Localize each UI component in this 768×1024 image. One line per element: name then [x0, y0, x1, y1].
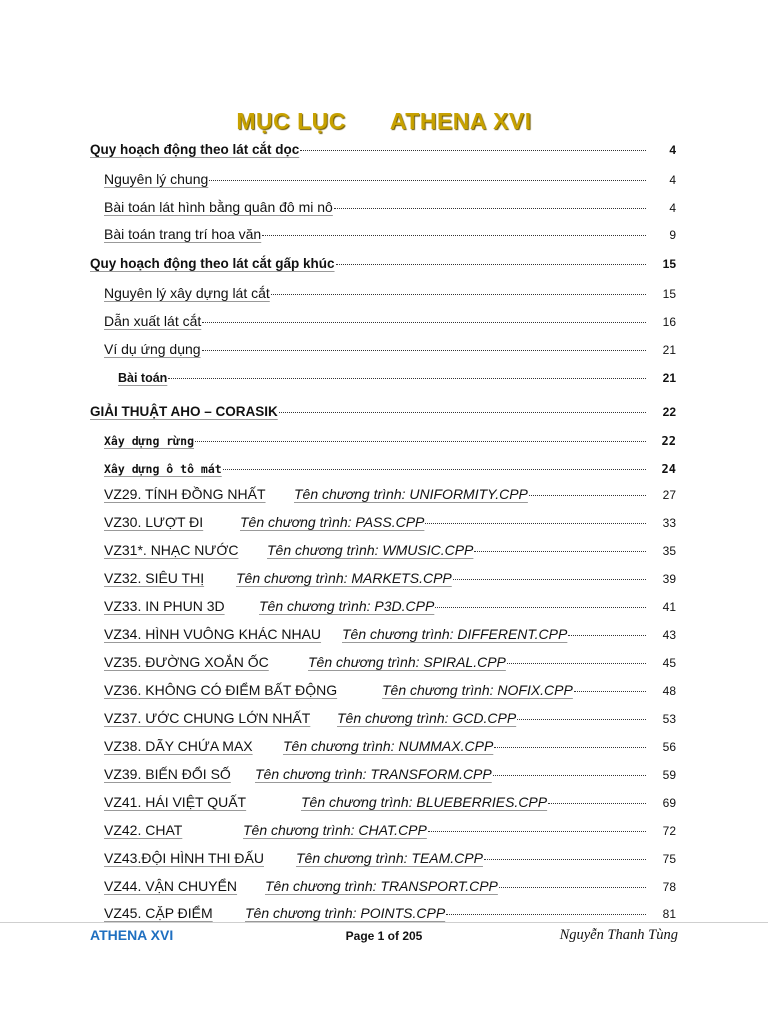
toc-entry[interactable] [0, 792, 768, 814]
footer-page-number: Page 1 of 205 [345, 929, 423, 943]
toc-entry-page: 4 [669, 201, 676, 215]
footer-author: Nguyễn Thanh Tùng [559, 927, 678, 943]
toc-entry-title: Nguyên lý chung [104, 171, 209, 187]
heading-athena: ATHENA XVI [389, 108, 532, 134]
dot-leader [223, 455, 646, 470]
dot-leader [568, 621, 646, 636]
toc-entry-program: Tên chương trình: SPIRAL.CPP [308, 654, 506, 670]
toc-entry-page: 75 [662, 852, 676, 866]
toc-entry-page: 45 [662, 656, 676, 670]
toc-entry-program: Tên chương trình: POINTS.CPP [245, 905, 446, 921]
dot-leader [574, 677, 646, 692]
toc-entry-page: 69 [662, 796, 676, 810]
dot-leader [499, 873, 646, 888]
toc-entry[interactable] [0, 764, 768, 786]
toc-entry[interactable] [0, 484, 768, 506]
toc-entry[interactable] [0, 339, 768, 361]
toc-entry[interactable] [0, 512, 768, 534]
dot-leader [334, 194, 646, 209]
toc-entry-page: 22 [661, 434, 676, 448]
toc-entry[interactable] [0, 458, 768, 480]
toc-entry-page: 48 [662, 684, 676, 698]
toc-entry-title: VZ37. ƯỚC CHUNG LỚN NHẤT [104, 710, 311, 726]
toc-entry-program: Tên chương trình: DIFFERENT.CPP [342, 626, 568, 642]
toc-entry-program: Tên chương trình: CHAT.CPP [243, 822, 427, 838]
toc-entry-page: 22 [662, 405, 676, 419]
toc-entry[interactable] [0, 876, 768, 898]
toc-entry[interactable] [0, 283, 768, 305]
dot-leader [209, 166, 646, 181]
toc-entry-title: GIẢI THUẬT AHO – CORASIK [90, 404, 278, 419]
toc-entry-page: 4 [669, 173, 676, 187]
dot-leader [435, 593, 646, 608]
toc-entry[interactable] [0, 568, 768, 590]
toc-entry-title: VZ41. HÁI VIỆT QUẤT [104, 794, 247, 810]
toc-entry-page: 53 [662, 712, 676, 726]
toc-entry[interactable] [0, 139, 768, 161]
toc-entry-program: Tên chương trình: TEAM.CPP [296, 850, 483, 866]
toc-entry-page: 21 [662, 371, 676, 385]
toc-entry[interactable] [0, 708, 768, 730]
toc-entry-page: 43 [662, 628, 676, 642]
toc-entry[interactable] [0, 848, 768, 870]
toc-entry[interactable] [0, 311, 768, 333]
toc-entry-title: VZ42. CHAT [104, 822, 183, 838]
toc-entry-program: Tên chương trình: PASS.CPP [240, 514, 425, 530]
dot-leader [493, 761, 646, 776]
toc-entry-program: Tên chương trình: TRANSFORM.CPP [255, 766, 492, 782]
toc-entry-page: 27 [662, 488, 676, 502]
toc-entry-page: 9 [669, 228, 676, 242]
toc-entry-title: Ví dụ ứng dụng [104, 341, 201, 357]
dot-leader [279, 398, 646, 413]
heading-toc: MỤC LỤC [236, 108, 346, 134]
toc-entry-title: VZ35. ĐƯỜNG XOẮN ỐC [104, 654, 269, 670]
dot-leader [494, 733, 646, 748]
toc-entry-title: Dẫn xuất lát cắt [104, 313, 202, 329]
dot-leader [529, 481, 646, 496]
dot-leader [271, 280, 646, 295]
toc-entry-page: 72 [662, 824, 676, 838]
dot-leader [262, 221, 646, 236]
dot-leader [300, 136, 646, 151]
toc-entry-page: 24 [661, 462, 676, 476]
dot-leader [168, 364, 646, 379]
toc-entry-page: 33 [662, 516, 676, 530]
toc-entry-title: VZ33. IN PHUN 3D [104, 598, 225, 614]
toc-entry[interactable] [0, 820, 768, 842]
dot-leader [517, 705, 646, 720]
toc-entry-program: Tên chương trình: NOFIX.CPP [382, 682, 573, 698]
toc-entry-page: 15 [662, 287, 676, 301]
page-heading [0, 108, 768, 135]
toc-entry-title: VZ31*. NHẠC NƯỚC [104, 542, 239, 558]
toc-entry-page: 41 [662, 600, 676, 614]
toc-entry-title: VZ36. KHÔNG CÓ ĐIỂM BẤT ĐỘNG [104, 682, 338, 698]
toc-entry[interactable] [0, 624, 768, 646]
toc-entry-program: Tên chương trình: GCD.CPP [337, 710, 517, 726]
toc-entry-page: 4 [669, 143, 676, 157]
dot-leader [202, 336, 646, 351]
dot-leader [446, 900, 646, 915]
dot-leader [428, 817, 646, 832]
toc-entry[interactable] [0, 430, 768, 452]
toc-entry-page: 59 [662, 768, 676, 782]
toc-entry-title: VZ38. DÃY CHỨA MAX [104, 738, 253, 754]
toc-entry[interactable] [0, 680, 768, 702]
toc-entry[interactable] [0, 224, 768, 246]
toc-entry[interactable] [0, 253, 768, 275]
toc-entry[interactable] [0, 540, 768, 562]
toc-entry-page: 15 [662, 257, 676, 271]
dot-leader [453, 565, 646, 580]
toc-entry[interactable] [0, 736, 768, 758]
toc-entry-title: Xây dựng rừng [104, 434, 195, 448]
toc-entry-program: Tên chương trình: BLUEBERRIES.CPP [301, 794, 548, 810]
toc-entry-title: Nguyên lý xây dựng lát cắt [104, 285, 270, 301]
toc-entry-title: VZ39. BIẾN ĐỔI SỐ [104, 766, 231, 782]
toc-entry-program: Tên chương trình: WMUSIC.CPP [267, 542, 474, 558]
toc-entry-program: Tên chương trình: MARKETS.CPP [236, 570, 452, 586]
toc-entry-title: VZ44. VẬN CHUYỂN [104, 878, 238, 894]
toc-entry-program: Tên chương trình: P3D.CPP [259, 598, 435, 614]
toc-entry-page: 35 [662, 544, 676, 558]
page-footer [0, 922, 768, 949]
toc-entry[interactable] [0, 169, 768, 191]
toc-entry-page: 39 [662, 572, 676, 586]
dot-leader [507, 649, 646, 664]
toc-entry-title: Bài toán lát hình bằng quân đô mi nô [104, 199, 333, 215]
dot-leader [484, 845, 646, 860]
toc-entry-title: Quy hoạch động theo lát cắt gấp khúc [90, 256, 335, 271]
toc-entry-program: Tên chương trình: UNIFORMITY.CPP [294, 486, 528, 502]
toc-entry-page: 78 [662, 880, 676, 894]
toc-entry-title: Bài toán [118, 371, 168, 385]
toc-entry-program: Tên chương trình: TRANSPORT.CPP [265, 878, 498, 894]
toc-entry-title: VZ32. SIÊU THỊ [104, 570, 205, 586]
toc-entry-page: 81 [662, 907, 676, 921]
toc-entry-title: Bài toán trang trí hoa văn [104, 226, 262, 242]
toc-entry-title: Xây dựng ô tô mát [104, 462, 222, 476]
toc-entry-title: VZ43.ĐỘI HÌNH THI ĐẤU [104, 850, 264, 866]
toc-entry-title: VZ34. HÌNH VUÔNG KHÁC NHAU [104, 626, 322, 642]
toc-entry-title: VZ29. TÍNH ĐỒNG NHẤT [104, 486, 266, 502]
toc-entry-page: 21 [662, 343, 676, 357]
toc-entry-title: VZ30. LƯỢT ĐI [104, 514, 204, 530]
toc-entry[interactable] [0, 652, 768, 674]
toc-entry-page: 16 [662, 315, 676, 329]
toc-entry[interactable] [0, 596, 768, 618]
toc-entry-page: 56 [662, 740, 676, 754]
toc-entry[interactable] [0, 367, 768, 389]
dot-leader [202, 308, 646, 323]
dot-leader [336, 250, 646, 265]
toc-entry[interactable] [0, 401, 768, 423]
footer-title: ATHENA XVI [90, 927, 174, 943]
toc-entry-title: Quy hoạch động theo lát cắt dọc [90, 142, 300, 157]
dot-leader [548, 789, 646, 804]
dot-leader [474, 537, 646, 552]
toc-entry-program: Tên chương trình: NUMMAX.CPP [283, 738, 494, 754]
toc-entry[interactable] [0, 197, 768, 219]
dot-leader [425, 509, 646, 524]
toc-entry-title: VZ45. CẶP ĐIỂM [104, 905, 213, 921]
dot-leader [195, 427, 646, 442]
